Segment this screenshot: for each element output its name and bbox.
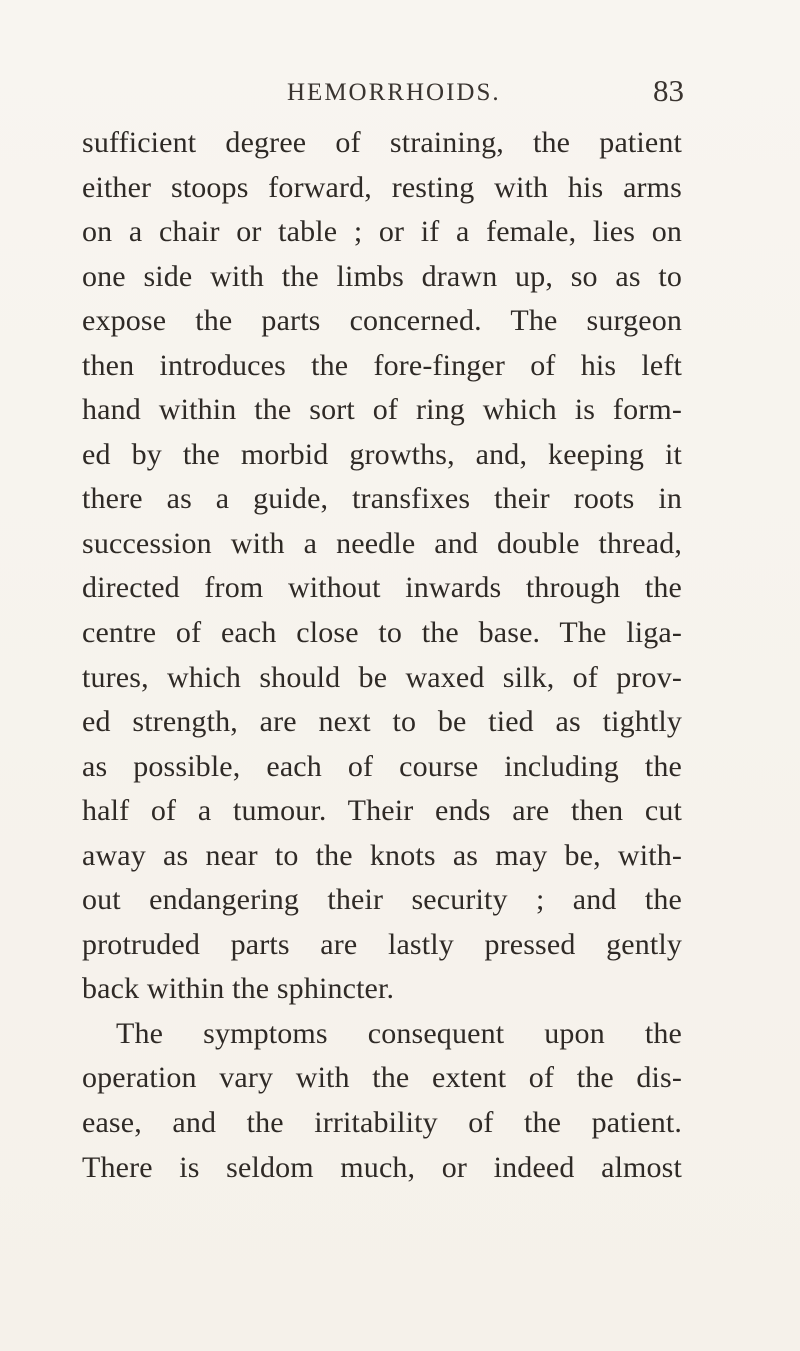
text-line-23: ease, and the irritability of the patient. <box>82 1106 682 1140</box>
text-line-6: then introduces the fore-finger of his left <box>82 348 682 382</box>
text-line-11: directed from without inwards through the <box>82 571 682 605</box>
text-line-3: on a chair or table ; or if a female, lies on <box>82 215 682 249</box>
text-line-19: protruded parts are lastly pressed gently <box>82 927 682 961</box>
text-line-14: ed strength, are next to be tied as tightly <box>82 705 682 739</box>
text-line-20: back within the sphincter. <box>82 972 395 1006</box>
text-line-4: one side with the limbs drawn up, so as to <box>82 259 682 293</box>
text-line-13: tures, which should be waxed silk, of prov- <box>82 660 682 694</box>
text-line-8: ed by the morbid growths, and, keeping it <box>82 437 682 471</box>
text-line-9: there as a guide, transfixes their roots in <box>82 482 682 516</box>
text-line-22: operation vary with the extent of the dis- <box>82 1061 682 1095</box>
text-line-17: away as near to the knots as may be, with- <box>82 838 682 872</box>
text-line-15: as possible, each of course including the <box>82 749 682 783</box>
text-line-21: The symptoms consequent upon the <box>116 1016 682 1050</box>
text-line-24: There is seldom much, or indeed almost <box>82 1150 682 1184</box>
running-head: HEMORRHOIDS. <box>287 79 501 106</box>
text-line-18: out endangering their security ; and the <box>82 883 682 917</box>
text-line-16: half of a tumour. Their ends are then cut <box>82 794 682 828</box>
page-number: 83 <box>653 73 684 108</box>
body-text <box>82 121 682 1190</box>
text-line-1: sufficient degree of straining, the patient <box>82 126 682 159</box>
text-line-12: centre of each close to the base. The liga- <box>82 616 682 650</box>
text-line-2: either stoops forward, resting with his arms <box>82 170 682 204</box>
text-line-7: hand within the sort of ring which is form- <box>82 393 682 427</box>
page-header <box>0 73 800 118</box>
text-line-5: expose the parts concerned. The surgeon <box>82 304 682 338</box>
text-line-10: succession with a needle and double thread, <box>82 526 682 560</box>
